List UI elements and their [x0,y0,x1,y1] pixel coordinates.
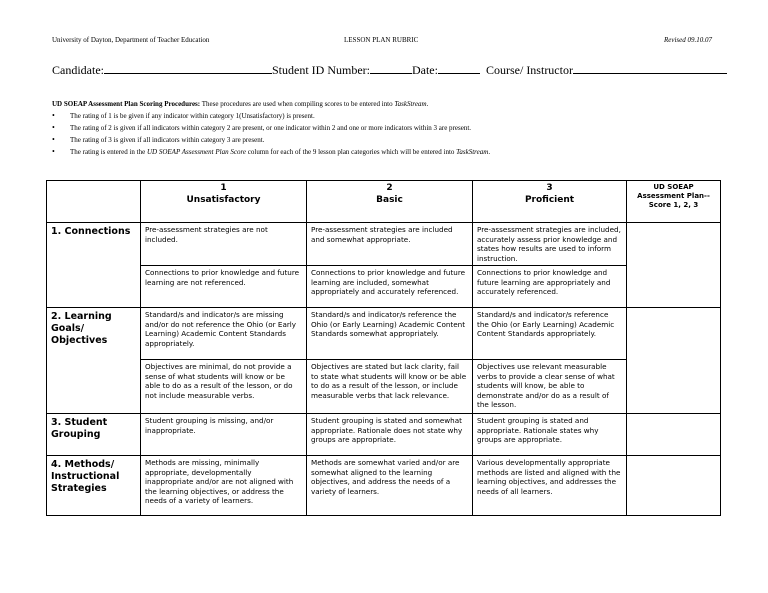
score-cell[interactable] [627,414,721,456]
scoring-procedures [52,98,722,158]
category-student-grouping: 3. Student Grouping [47,414,141,456]
course-instructor-label: Course/ Instructor [485,63,573,77]
bullet-end: . [488,148,491,156]
column-number: 1 [220,183,227,193]
rubric-cell: Student grouping is stated and somewhat appropriate. Rationale does not state why groups are appropriate. [307,414,473,456]
rubric-cell: Methods are somewhat varied and/or are somewhat aligned to the learning objectives, and address the needs of a variety of learners. [307,456,473,516]
header-blank-cell [47,181,141,223]
rubric-cell: Standard/s and indicator/s reference the Ohio (or Early Learning) Academic Content Standards somewhat appropriately. [307,308,473,360]
category-learning-goals: 2. Learning Goals/ Objectives [47,308,141,414]
rubric-cell: Connections to prior knowledge and future learning are included, somewhat appropriately and accurately referenced. [307,266,473,308]
bullet-pre: The rating is entered in the [70,148,146,156]
column-label: Basic [376,195,403,205]
procedures-intro [52,98,722,110]
category-methods: 4. Methods/ Instructional Strategies [47,456,141,516]
candidate-label: Candidate: [52,63,104,77]
category-connections: 1. Connections [47,223,141,308]
procedure-bullet: • The rating of 2 is given if all indicators within category 2 are present, or one indicator within 2 and one or more indicators within 3 are present. [70,122,722,134]
student-id-blank[interactable] [370,62,412,74]
header-document-title: LESSON PLAN RUBRIC [344,36,419,44]
rubric-cell: Standard/s and indicator/s reference the Ohio (or Early Learning) Academic Content Standards appropriately. [473,308,627,360]
table-row [47,456,721,516]
bullet-em2: TaskStream [456,148,489,156]
date-blank[interactable] [438,62,480,74]
procedures-title: UD SOEAP Assessment Plan Scoring Procedures: [52,100,201,108]
table-row [47,414,721,456]
rubric-cell: Student grouping is missing, and/or inappropriate. [141,414,307,456]
rubric-cell: Objectives are minimal, do not provide a sense of what students will know or be able to do as a result of the lesson, or do not include measurable verbs. [141,360,307,414]
rubric-cell: Connections to prior knowledge and future learning are not referenced. [141,266,307,308]
rubric-cell: Standard/s and indicator/s are missing and/or do not reference the Ohio (or Early Learning) Academic Content Standards appropriately. [141,308,307,360]
column-label: Unsatisfactory [186,195,261,205]
table-row [47,360,721,414]
procedures-intro-em: TaskStream [394,100,427,108]
rubric-cell: Pre-assessment strategies are included and somewhat appropriate. [307,223,473,266]
header-revision: Revised 09.10.07 [663,36,712,44]
course-instructor-blank[interactable] [573,62,727,74]
candidate-blank[interactable] [104,62,272,74]
column-header-score: UD SOEAP Assessment Plan-- Score 1, 2, 3 [627,181,721,223]
procedures-intro-text: These procedures are used when compiling scores to be entered into [201,100,393,108]
rubric-cell: Objectives are stated but lack clarity, fail to state what students will know or be able to do as a result of the lesson, or include measurable verbs that lack relevance. [307,360,473,414]
column-number: 2 [386,183,393,193]
procedures-list [52,110,722,158]
header-institution: University of Dayton, Department of Teacher Education [52,36,210,44]
rubric-cell: Connections to prior knowledge and future learning are appropriately and accurately referenced. [473,266,627,308]
procedure-bullet [70,146,722,158]
rubric-cell: Objectives use relevant measurable verbs to provide a clear sense of what students will know, be able to demonstrate and/or do as a result of the lesson. [473,360,627,414]
column-header-unsatisfactory [141,181,307,223]
rubric-cell: Pre-assessment strategies are not included. [141,223,307,266]
column-header-proficient [473,181,627,223]
procedures-intro-end: . [426,100,429,108]
rubric-cell: Student grouping is stated and appropriate. Rationale states why groups are appropriate. [473,414,627,456]
rubric-cell: Pre-assessment strategies are included, accurately assess prior knowledge and states how results are used to inform instruction. [473,223,627,266]
date-label: Date: [411,63,438,77]
column-header-basic [307,181,473,223]
rubric-cell: Various developmentally appropriate methods are listed and aligned with the learning objectives, and addresses the needs of all learners. [473,456,627,516]
procedure-bullet: • The rating of 1 is be given if any indicator within category 1(Unsatisfactory) is present. [70,110,722,122]
table-row [47,308,721,360]
student-id-label: Student ID Number: [271,63,370,77]
procedure-bullet: • The rating of 3 is given if all indicators within category 3 are present. [70,134,722,146]
table-header-row [47,181,721,223]
column-label: Proficient [524,195,575,205]
rubric-cell: Methods are missing, minimally appropriate, developmentally inappropriate and/or are not aligned with the learning objectives, or address the needs of a variety of learners. [141,456,307,516]
table-row [47,266,721,308]
rubric-table [46,180,721,516]
score-cell[interactable] [627,308,721,414]
bullet-em: UD SOEAP Assessment Plan Score [146,148,247,156]
table-row [47,223,721,266]
candidate-info-line [52,62,722,78]
score-cell[interactable] [627,223,721,308]
bullet-mid: column for each of the 9 lesson plan categories which will be entered into [247,148,455,156]
column-number: 3 [546,183,553,193]
score-cell[interactable] [627,456,721,516]
